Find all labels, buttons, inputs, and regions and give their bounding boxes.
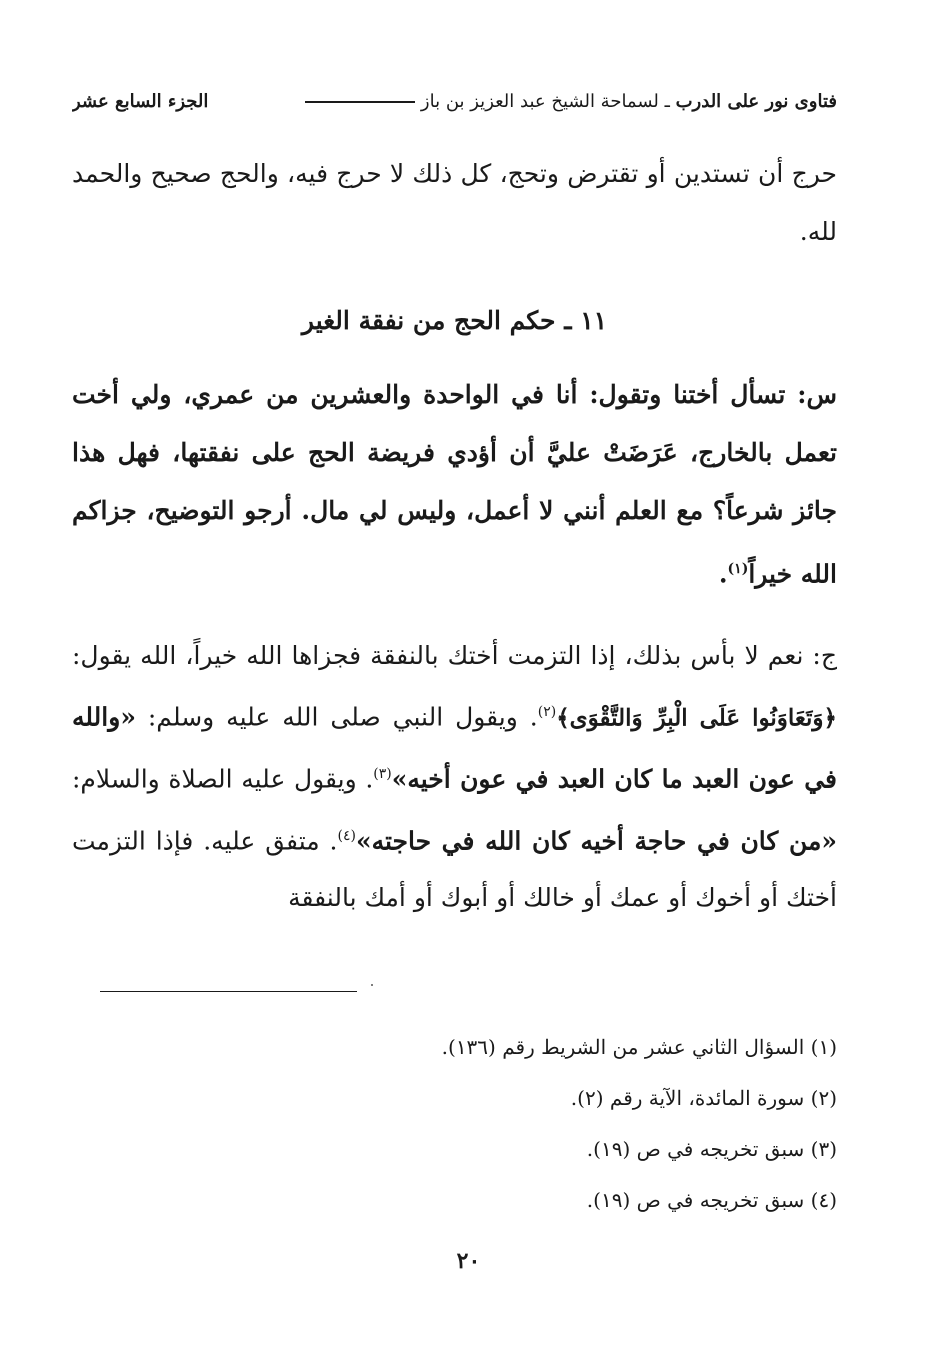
footnote-ref-2: (٢) [537,704,557,720]
footnote-1: (١) السؤال الثاني عشر من الشريط رقم (١٣٦). [441,1035,837,1059]
header-book-title: فتاوى نور على الدرب [675,91,837,112]
intro-paragraph-block [72,145,837,261]
header-volume: الجزء السابع عشر [72,91,209,112]
running-header [72,88,837,116]
footnote-separator [100,991,357,992]
footnote-ref-3: (٣) [373,766,392,783]
section-heading: ١١ ـ حكم الحج من نفقة الغير [301,306,608,335]
footnote-3: (٣) سبق تخريجه في ص (١٩). [586,1137,837,1161]
question-text: س: تسأل أختنا وتقول: أنا في الواحدة والعشرين من عمري، ولي أخت تعمل بالخارج، عَرَضَتْ عليَّ أن أؤدي فريضة الحج على نفقتها، فهل هذا جائز شرعاً؟ مع العلم أنني لا أعمل، وليس لي مال. أرجو التوضيح، جزاكم الله خيراً [72,380,837,589]
answer-part-1: ج: نعم لا بأس بذلك، إذا التزمت أختك بالنفقة فجزاها الله خيراً، الله يقول: [72,641,837,670]
answer-part-3: . ويقول عليه الصلاة والسلام: [72,764,374,794]
footnote-ref-4: (٤) [337,827,356,844]
answer-part-4: . متفق عليه. فإذا التزمت أختك أو أخوك أو عمك أو خالك أو أبوك أو أمك بالنفقة [72,825,837,912]
quran-verse: ﴿وَتَعَاوَنُوا عَلَى الْبِرِّ وَالتَّقْوَى﴾ [556,704,837,732]
answer-paragraph [72,627,837,926]
question-block [72,366,837,603]
intro-paragraph: حرج أن تستدين أو تقترض وتحج، كل ذلك لا حرج فيه، والحج صحيح والحمد لله. [72,159,837,246]
header-author: ـ لسماحة الشيخ عبد العزيز بن باز [420,91,670,112]
footnote-4: (٤) سبق تخريجه في ص (١٩). [586,1188,837,1212]
footnote-2: (٢) سورة المائدة، الآية رقم (٢). [570,1086,837,1110]
hadith-1: «والله في عون العبد ما كان العبد في عون أخيه» [72,702,837,794]
answer-part-2: . ويقول النبي صلى الله عليه وسلم: [135,702,538,732]
question-paragraph [72,366,837,603]
hadith-2: «من كان في حاجة أخيه كان الله في حاجته» [355,825,837,855]
header-book-and-author [299,88,837,116]
page-number: ٢٠ [456,1248,481,1274]
footnotes [72,1022,837,1226]
footnote-ref-1: (١) [727,561,749,577]
answer-block [72,627,837,926]
print-speck [371,984,373,986]
header-rule [305,101,415,103]
question-end: . [718,559,728,589]
